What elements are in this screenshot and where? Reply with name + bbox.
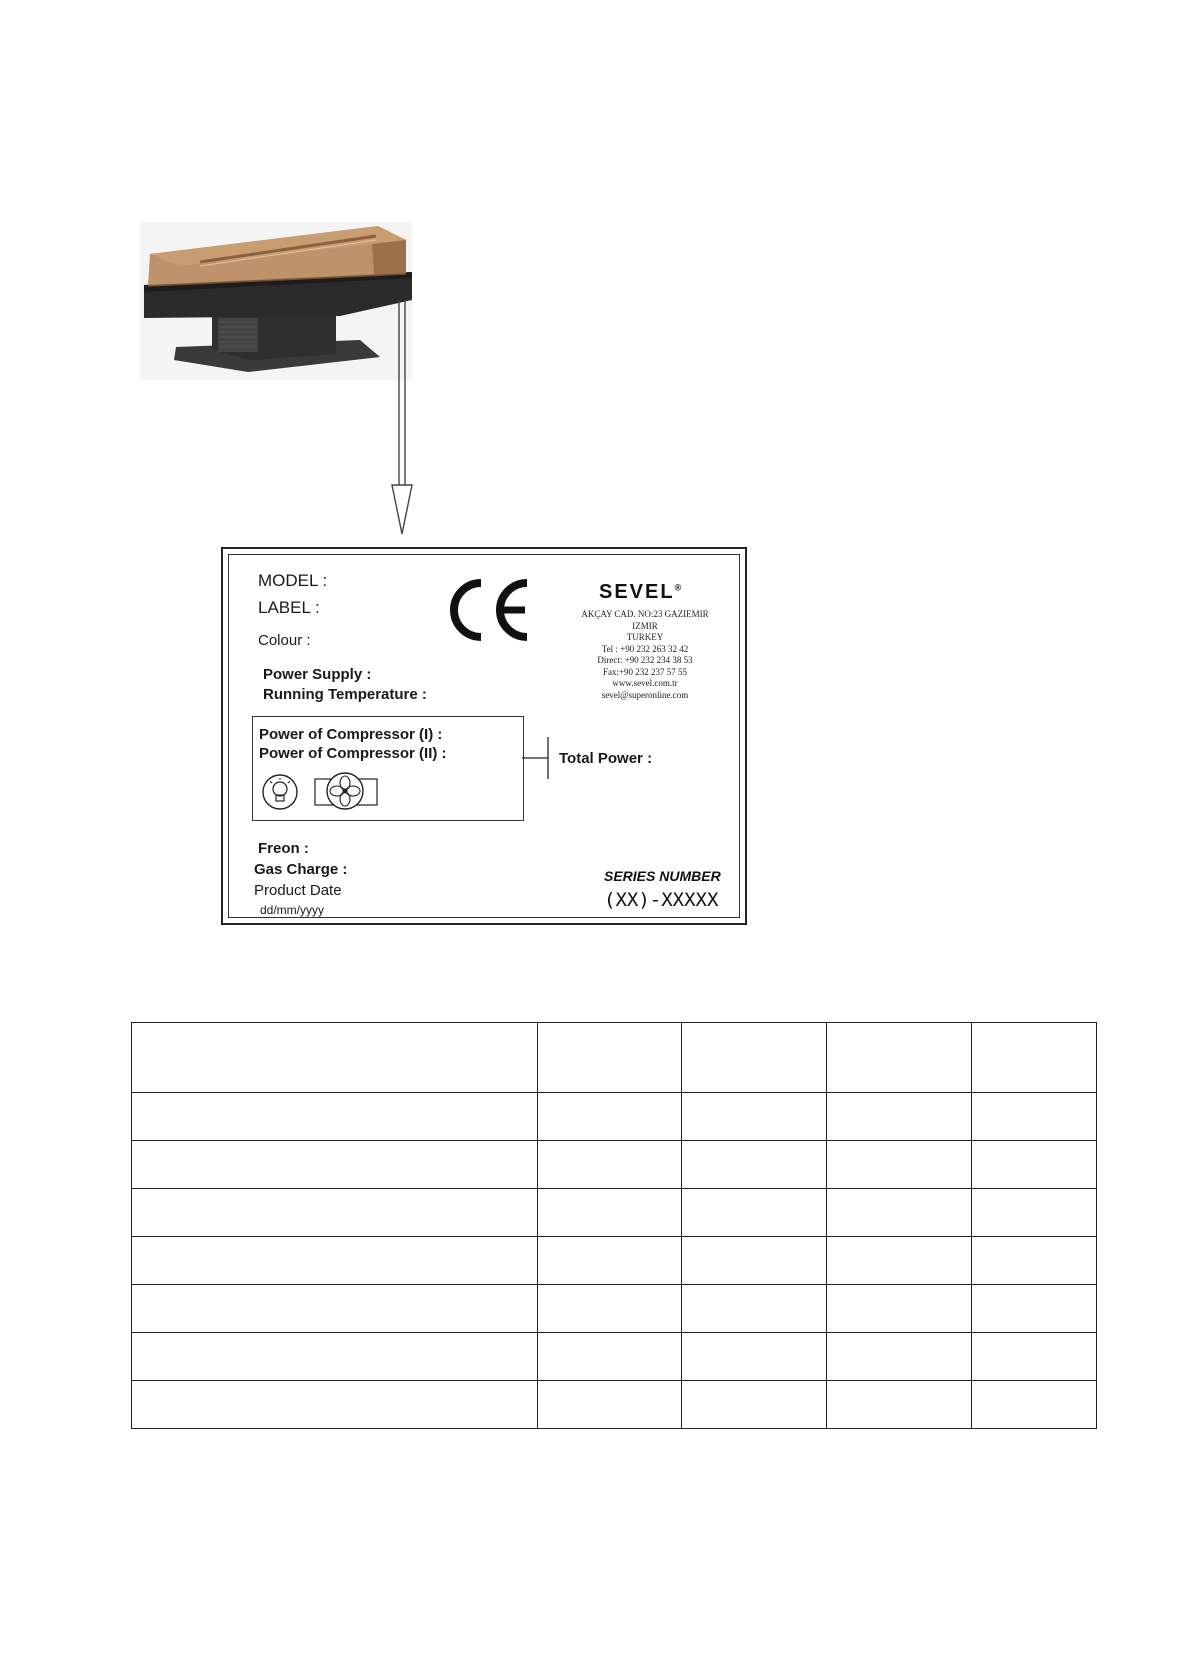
specification-table-body: [132, 1023, 1097, 1429]
table-cell: [972, 1381, 1097, 1429]
nameplate-inner-border: [228, 554, 740, 918]
table-row: [132, 1141, 1097, 1189]
series-number-label: SERIES NUMBER: [604, 868, 721, 884]
table-cell: [132, 1141, 538, 1189]
table-cell: [132, 1285, 538, 1333]
freon-label: Freon :: [258, 840, 309, 857]
contact-country: TURKEY: [626, 632, 664, 642]
table-cell: [972, 1023, 1097, 1093]
table-cell: [972, 1189, 1097, 1237]
table-cell: [827, 1093, 972, 1141]
series-number-value: (XX)-XXXXX: [604, 889, 719, 911]
table-cell: [827, 1023, 972, 1093]
contact-block: [575, 609, 715, 701]
power-supply-label: Power Supply :: [263, 666, 372, 683]
table-cell: [972, 1093, 1097, 1141]
running-temperature-label: Running Temperature :: [263, 686, 427, 703]
table-row: [132, 1023, 1097, 1093]
total-power-label: Total Power :: [559, 750, 653, 767]
table-cell: [132, 1023, 538, 1093]
table-cell: [132, 1189, 538, 1237]
compressor-box: [252, 716, 524, 821]
bracket-connector: [522, 737, 552, 779]
table-cell: [537, 1285, 682, 1333]
table-cell: [537, 1381, 682, 1429]
table-cell: [972, 1237, 1097, 1285]
table-cell: [132, 1237, 538, 1285]
product-illustration: [140, 222, 412, 380]
compressor-2-label: Power of Compressor (II) :: [259, 745, 447, 762]
table-cell: [537, 1333, 682, 1381]
table-row: [132, 1093, 1097, 1141]
contact-website: www.sevel.com.tr: [612, 678, 678, 688]
table-row: [132, 1189, 1097, 1237]
table-cell: [827, 1189, 972, 1237]
table-cell: [972, 1285, 1097, 1333]
contact-address: AKÇAY CAD. NO:23 GAZIEMIR IZMIR: [581, 609, 709, 631]
contact-tel: Tel : +90 232 263 32 42: [601, 643, 689, 654]
table-cell: [682, 1285, 827, 1333]
table-cell: [537, 1189, 682, 1237]
specification-table: [131, 1022, 1097, 1429]
table-cell: [972, 1333, 1097, 1381]
contact-email: sevel@superonline.com: [601, 689, 689, 700]
table-row: [132, 1237, 1097, 1285]
ce-mark-icon: [447, 577, 533, 643]
date-format-label: dd/mm/yyyy: [260, 903, 325, 917]
table-row: [132, 1333, 1097, 1381]
table-cell: [682, 1093, 827, 1141]
table-cell: [537, 1237, 682, 1285]
fan-icon: [313, 771, 379, 811]
nameplate-label: [221, 547, 747, 925]
table-cell: [827, 1381, 972, 1429]
table-cell: [537, 1141, 682, 1189]
table-cell: [682, 1023, 827, 1093]
brand-registered-mark: ®: [674, 582, 682, 593]
brand-name: SEVEL: [599, 581, 675, 603]
brand-logo: [599, 581, 681, 604]
contact-direct: Direct: +90 232 234 38 53: [597, 655, 693, 665]
compressor-1-label: Power of Compressor (I) :: [259, 726, 443, 743]
table-cell: [132, 1093, 538, 1141]
contact-fax: Fax:+90 232 237 57 55: [602, 666, 688, 677]
table-cell: [682, 1381, 827, 1429]
table-row: [132, 1285, 1097, 1333]
table-cell: [827, 1333, 972, 1381]
table-cell: [682, 1333, 827, 1381]
table-cell: [132, 1381, 538, 1429]
table-cell: [682, 1189, 827, 1237]
table-cell: [827, 1141, 972, 1189]
colour-label: Colour :: [258, 632, 311, 649]
down-arrow-icon: [378, 300, 418, 536]
table-cell: [972, 1141, 1097, 1189]
product-date-label: Product Date: [254, 882, 342, 899]
model-label: MODEL :: [258, 571, 328, 590]
table-cell: [682, 1141, 827, 1189]
table-cell: [537, 1093, 682, 1141]
table-cell: [827, 1285, 972, 1333]
table-cell: [537, 1023, 682, 1093]
gas-charge-label: Gas Charge :: [254, 861, 348, 878]
table-row: [132, 1381, 1097, 1429]
table-cell: [132, 1333, 538, 1381]
light-bulb-icon: [261, 773, 299, 811]
table-cell: [682, 1237, 827, 1285]
table-cell: [827, 1237, 972, 1285]
label-label: LABEL :: [258, 598, 320, 617]
